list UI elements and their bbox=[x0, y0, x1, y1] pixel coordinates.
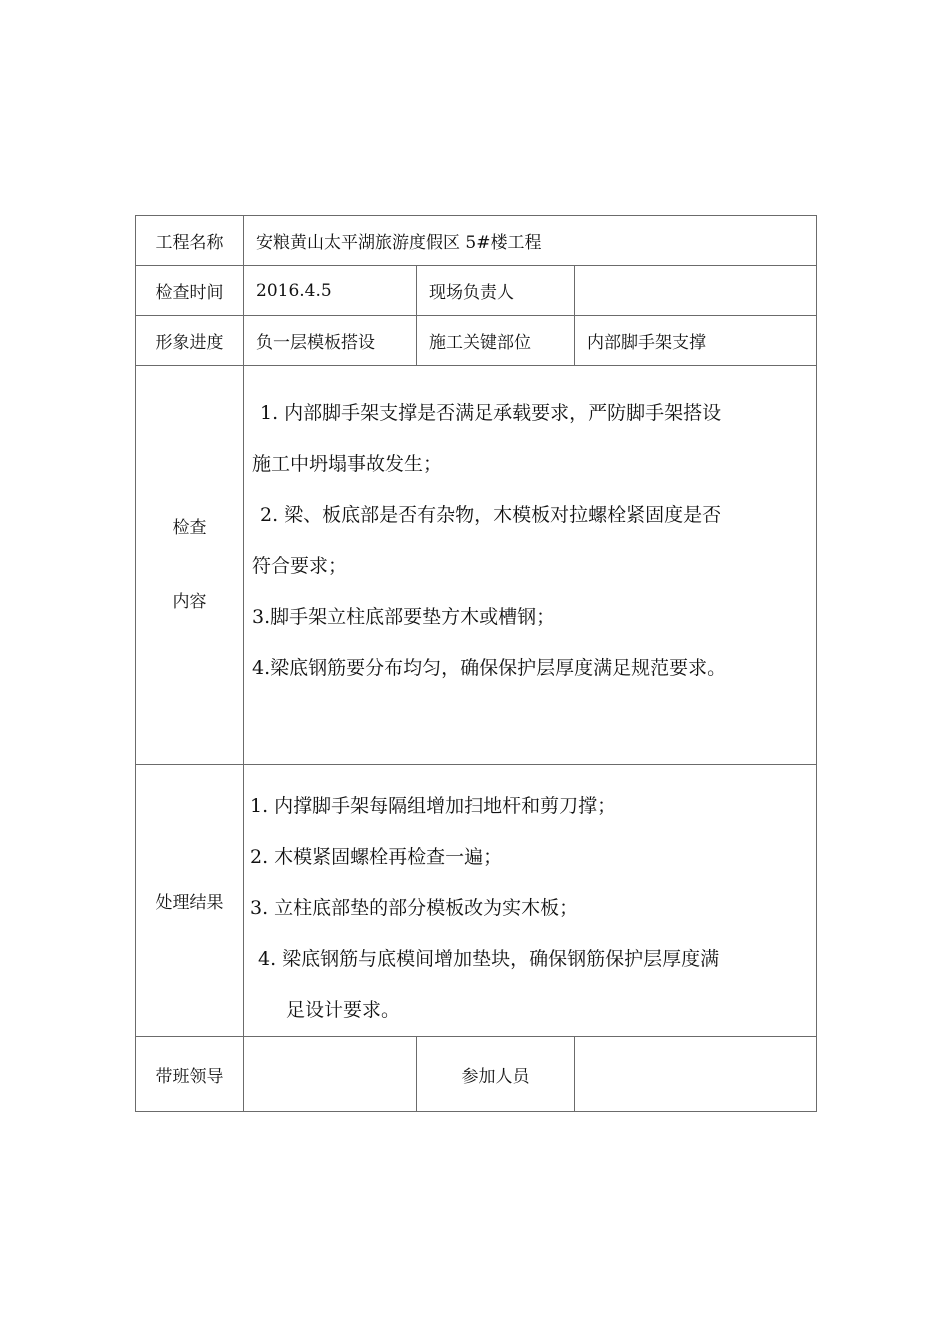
participants-value bbox=[575, 1037, 817, 1112]
inspection-content-label bbox=[136, 366, 244, 765]
inspection-time-value: 2016.4.5 bbox=[244, 266, 417, 316]
row-signatures bbox=[136, 1037, 817, 1112]
project-name-value: 安粮黄山太平湖旅游度假区 5#楼工程 bbox=[244, 216, 817, 266]
key-part-label: 施工关键部位 bbox=[417, 316, 575, 366]
result-label: 处理结果 bbox=[136, 765, 244, 1037]
shift-leader-value bbox=[244, 1037, 417, 1112]
inspection-time-label: 检查时间 bbox=[136, 266, 244, 316]
result-body bbox=[244, 765, 817, 1037]
site-manager-label: 现场负责人 bbox=[417, 266, 575, 316]
inspection-item: 施工中坍塌事故发生； bbox=[252, 453, 443, 475]
result-item: 2. 木模紧固螺栓再检查一遍； bbox=[250, 846, 503, 868]
result-item: 3. 立柱底部垫的部分模板改为实木板； bbox=[250, 897, 579, 919]
row-inspection-content bbox=[136, 366, 817, 765]
progress-label: 形象进度 bbox=[136, 316, 244, 366]
inspection-label-line1: 检查 bbox=[172, 518, 207, 538]
inspection-item: 4.梁底钢筋要分布均匀，确保保护层厚度满足规范要求。 bbox=[252, 657, 727, 679]
result-item: 足设计要求。 bbox=[286, 999, 401, 1021]
project-name-label: 工程名称 bbox=[136, 216, 244, 266]
row-inspection-time bbox=[136, 266, 817, 316]
result-item: 4. 梁底钢筋与底模间增加垫块，确保钢筋保护层厚度满 bbox=[258, 948, 720, 970]
participants-label: 参加人员 bbox=[417, 1037, 575, 1112]
inspection-item: 符合要求； bbox=[252, 555, 348, 577]
inspection-item: 2. 梁、板底部是否有杂物，木模板对拉螺栓紧固度是否 bbox=[260, 504, 722, 526]
key-part-value: 内部脚手架支撑 bbox=[575, 316, 817, 366]
result-item: 1. 内撑脚手架每隔组增加扫地杆和剪刀撑； bbox=[250, 795, 617, 817]
site-manager-value bbox=[575, 266, 817, 316]
progress-value: 负一层模板搭设 bbox=[244, 316, 417, 366]
shift-leader-label: 带班领导 bbox=[136, 1037, 244, 1112]
inspection-label-line2: 内容 bbox=[172, 592, 207, 612]
row-project-name bbox=[136, 216, 817, 266]
inspection-item: 1. 内部脚手架支撑是否满足承载要求，严防脚手架搭设 bbox=[260, 402, 722, 424]
inspection-content-body bbox=[244, 366, 817, 765]
row-progress bbox=[136, 316, 817, 366]
inspection-form-table bbox=[135, 215, 817, 1112]
inspection-item: 3.脚手架立柱底部要垫方木或槽钢； bbox=[252, 606, 556, 628]
row-result bbox=[136, 765, 817, 1037]
